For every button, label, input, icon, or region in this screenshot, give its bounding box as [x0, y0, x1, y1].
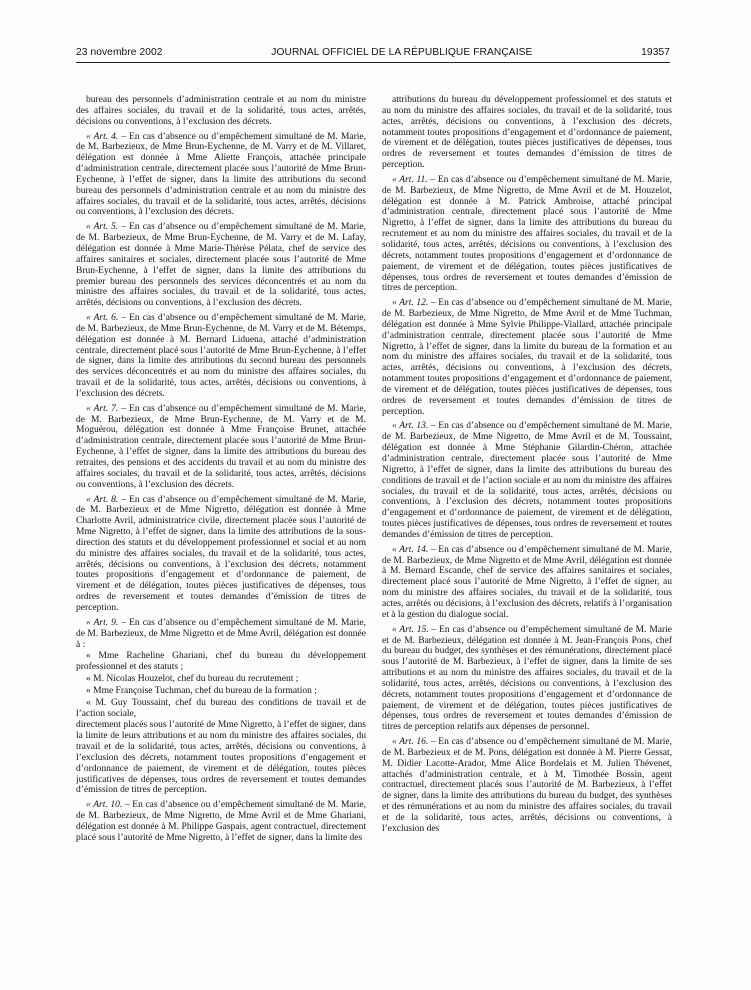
article-paragraph [76, 313, 366, 400]
paragraph-text: – En cas d’absence ou d’empêchement simultané de M. Marie, de M. Barbezieux, de Mme Brun-Eychenne, de M. Varry et de M. Villaret, délégation est donnée à Mme Aliette François, attachée principale d’administration centrale, directement placée sous l’autorité de Mme Brun-Eychenne, à l’effet de signer, dans la limite des attributions du second bureau des personnels d’administration centrale et au nom du ministre des affaires sociales, du travail et de la solidarité, tous actes, arrêtés, décisions ou conventions, à l’exclusion des décrets. [76, 131, 366, 218]
text-paragraph [76, 698, 366, 720]
page-header [76, 47, 670, 58]
article-paragraph [382, 545, 672, 621]
paragraph-text: – En cas d’absence ou d’empêchement simultané de M. Marie et de M. Barbezieux, délégation est donnée à M. Jean-François Pons, chef du bureau du budget, des synthèses et des rémunérations, directement placé sous l’autorité de M. Barbezieux, à l’effet de signer, dans la limite de ses attributions et au nom du ministre des affaires sociales, du travail et de la solidarité, tous actes, arrêtés, décisions ou conventions, à l’exclusion des décrets, notamment toutes propositions d’engagement et d’ordonnance de paiement, de virement et de délégation, toutes pièces justificatives de dépenses, tous ordres de reversement et toutes demandes d’émission de titres de perception relatifs aux dépenses de personnel. [382, 624, 672, 733]
article-number: « Art. 5. [86, 222, 119, 233]
paragraph-text: – En cas d’absence ou d’empêchement simultané de M. Marie, de M. Barbezieux, de Mme Nigretto et de Mme Avril, délégation est donnée à : [76, 617, 366, 650]
article-paragraph [76, 222, 366, 309]
article-paragraph [76, 618, 366, 651]
article-paragraph [382, 625, 672, 733]
paragraph-text: « Mme Françoise Tuchman, chef du bureau de la formation ; [86, 685, 317, 696]
article-number: « Art. 13. [392, 421, 429, 432]
article-paragraph [382, 737, 672, 835]
right-column [382, 95, 672, 980]
paragraph-text: – En cas d’absence ou d’empêchement simultané de M. Marie, de M. Barbezieux et de M. Pons, délégation est donnée à M. Pierre Gessat, M. Didier Lacotte-Arador, Mme Alice Bordelais et M. Julien Thévenet, attachés d’administration centrale, et à M. Timothée Bossin, agent contractuel, directement placés sous l’autorité de M. Barbezieux, à l’effet de signer, dans la limite des attributions du bureau du budget, des synthèses et des rémunérations et au nom du ministre des affaires sociales, du travail et de la solidarité, tous actes, arrêtés, décisions ou conventions, à l’exclusion des [382, 737, 672, 834]
paragraph-text: – En cas d’absence ou d’empêchement simultané de M. Marie, de M. Barbezieux, de Mme Nigretto, de Mme Avril et de Mme Tuchman, délégation est donnée à Mme Sylvie Philippe-Viallard, attachée principale d’administration centrale, directement placée sous l’autorité de Mme Nigretto, à l’effet de signer, dans la limite du bureau de la formation et au nom du ministre des affaires sociales, du travail et de la solidarité, tous actes, arrêtés, décisions ou conventions, à l’exclusion des décrets, notamment toutes propositions d’engagement et d’ordonnance de paiement, de virement et de délégation, toutes pièces justificatives de dépenses, tous ordres de reversement et toutes demandes d’émission de titres de perception. [382, 298, 672, 417]
paragraph-text: – En cas d’absence ou d’empêchement simultané de M. Marie, de M. Barbezieux, de Mme Nigretto, de Mme Avril et de M. Toussaint, délégation est donnée à Mme Stéphanie Gilardin-Chéron, attachée d’administration centrale, directement placée sous l’autorité de Mme Nigretto, à l’effet de signer, dans la limite des attributions du bureau des conditions de travail et de l’action sociale et au nom du ministre des affaires sociales, du travail et de la solidarité, tous actes, arrêtés, décisions ou conventions, à l’exclusion des décrets, notamment toutes propositions d’engagement et d’ordonnance de paiement, de virement et de délégation, toutes pièces justificatives de dépenses, tous ordres de reversement et toutes demandes d’émission de titres de perception. [382, 421, 672, 540]
paragraph-text: – En cas d’absence ou d’empêchement simultané de M. Marie, de M. Barbezieux, de Mme Brun-Eychenne, de M. Varry et de M. Bétemps, délégation est donnée à M. Bernard Liduena, attaché d’administration centrale, directement placé sous l’autorité de Mme Brun-Eychenne, à l’effet de signer, dans la limite des attributions du second bureau des personnels des services déconcentrés et au nom du ministre des affaires sociales, du travail et de la solidarité, tous actes, arrêtés, décisions ou conventions, à l’exclusion des décrets. [76, 313, 366, 399]
article-paragraph [382, 175, 672, 294]
header-rule [76, 62, 670, 63]
article-number: « Art. 8. [86, 494, 119, 505]
text-paragraph [76, 95, 366, 128]
header-title: JOURNAL OFFICIEL DE LA RÉPUBLIQUE FRANÇAISE [271, 47, 533, 58]
paragraph-text: – En cas d’absence ou d’empêchement simultané de M. Marie, de M. Barbezieux, de Mme Nigretto et de Mme Avril, délégation est donnée à M. Bernard Escande, chef de service des affaires sanitaires et sociales, directement placé sous l’autorité de Mme Nigretto, à l’effet de signer, au nom du ministre des affaires sociales, du travail et de la solidarité, tous actes, arrêtés ou décisions, à l’exclusion des décrets, relatifs à l’organisation et à la gestion du dialogue social. [382, 544, 672, 620]
paragraph-text: « M. Guy Toussaint, chef du bureau des conditions de travail et de l’action sociale, [76, 697, 366, 719]
header-date: 23 novembre 2002 [76, 47, 163, 58]
text-paragraph [76, 674, 366, 685]
text-paragraph [382, 95, 672, 171]
text-paragraph [76, 686, 366, 697]
article-number: « Art. 7. [86, 403, 119, 414]
article-number: « Art. 4. [86, 131, 119, 142]
paragraph-text: « M. Nicolas Houzelot, chef du bureau du recrutement ; [86, 674, 299, 685]
article-number: « Art. 10. [86, 800, 123, 811]
paragraph-text: – En cas d’absence ou d’empêchement simultané de M. Marie, de M. Barbezieux, de Mme Nigretto, de Mme Avril et de M. Houzelot, délégation est donnée à M. Patrick Ambroise, attaché principal d’administration centrale, directement placé sous l’autorité de Mme Nigretto, à l’effet de signer, dans la limite des attributions du bureau du recrutement et au nom du ministre des affaires sociales, du travail et de la solidarité, tous actes, arrêtés, décisions ou conventions, à l’exclusion des décrets, notamment toutes propositions d’engagement et d’ordonnance de paiement, de virement et de délégation, toutes pièces justificatives de dépenses, tous ordres de reversement et toutes demandes d’émission de titres de perception. [382, 174, 672, 294]
article-number: « Art. 11. [392, 174, 428, 185]
article-paragraph [382, 421, 672, 540]
article-paragraph [76, 132, 366, 219]
article-number: « Art. 15. [392, 624, 429, 635]
article-number: « Art. 12. [392, 298, 429, 309]
article-number: « Art. 9. [86, 617, 119, 628]
text-paragraph [76, 720, 366, 796]
paragraph-text: « Mme Racheline Ghariani, chef du bureau du développement professionnel et des statuts ; [76, 651, 366, 673]
text-paragraph [76, 651, 366, 673]
header-page-number: 19357 [641, 47, 670, 58]
article-paragraph [76, 495, 366, 614]
paragraph-text: – En cas d’absence ou d’empêchement simultané de M. Marie, de M. Barbezieux, de Mme Brun-Eychenne, de M. Varry et de M. Moguérou, délégation est donnée à Mme Françoise Brunet, attachée d’administration centrale, directement placée sous l’autorité de Mme Brun-Eychenne, à l’effet de signer, dans la limite des attributions du bureau des retraites, des pensions et des accidents du travail et au nom du ministre des affaires sociales, du travail et de la solidarité, tous actes, arrêtés, décisions ou conventions, à l’exclusion des décrets. [76, 403, 366, 490]
article-number: « Art. 6. [86, 313, 119, 324]
article-paragraph [382, 298, 672, 417]
paragraph-text: – En cas d’absence ou d’empêchement simultané de M. Marie, de M. Barbezieux et de Mme Nigretto, délégation est donnée à Mme Charlotte Avril, administratrice civile, directement placée sous l’autorité de Mme Nigretto, à l’effet de signer, dans la limite des attributions de la sous-direction des statuts et du développement professionnel et social et au nom du ministre des affaires sociales, du travail et de la solidarité, tous actes, arrêtés, décisions ou conventions, à l’exclusion des décrets, notamment toutes propositions d’engagement et d’ordonnance de paiement, de virement et de délégation, toutes pièces justificatives de dépenses, tous ordres de reversement et toutes demandes d’émission de titres de perception. [76, 494, 366, 613]
article-number: « Art. 16. [392, 737, 429, 748]
paragraph-text: – En cas d’absence ou d’empêchement simultané de M. Marie, de M. Barbezieux, de Mme Brun-Eychenne, de M. Varry et de M. Lafay, délégation est donnée à Mme Marie-Thérèse Pélata, chef de service des affaires sanitaires et sociales, directement placée sous l’autorité de Mme Brun-Eychenne, à l’effet de signer, dans la limite des attributions du premier bureau des personnels des services déconcentrés et au nom du ministre des affaires sociales, du travail et de la solidarité, tous actes, arrêtés, décisions ou conventions, à l’exclusion des décrets. [76, 222, 366, 309]
paragraph-text: bureau des personnels d’administration centrale et au nom du ministre des affaires sociales, du travail et de la solidarité, tous actes, arrêtés, décisions ou conventions, à l’exclusion des décrets. [76, 95, 366, 127]
article-paragraph [76, 404, 366, 491]
left-column [76, 95, 366, 980]
paragraph-text: directement placés sous l’autorité de Mme Nigretto, à l’effet de signer, dans la limite de leurs attributions et au nom du ministre des affaires sociales, du travail et de la solidarité, tous actes, arrêtés, décisions ou conventions, à l’exclusion des décrets, notamment toutes propositions d’engagement et d’ordonnance de paiement, de virement et de délégation, toutes pièces justificatives de dépenses, tous ordres de reversement et toutes demandes d’émission de titres de perception. [76, 720, 366, 796]
article-paragraph [76, 800, 366, 843]
article-number: « Art. 14. [392, 544, 429, 555]
paragraph-text: attributions du bureau du développement professionnel et des statuts et au nom du ministre des affaires sociales, du travail et de la solidarité, tous actes, arrêtés, décisions ou conventions, à l’exclusion des décrets, notamment toutes propositions d’engagement et d’ordonnance de paiement, de virement et de délégation, toutes pièces justificatives de dépenses, tous ordres de reversement et toutes demandes d’émission de titres de perception. [382, 95, 672, 171]
paragraph-text: – En cas d’absence ou d’empêchement simultané de M. Marie, de M. Barbezieux, de Mme Nigretto, de Mme Avril et de Mme Ghariani, délégation est donnée à M. Philippe Gaspais, agent contractuel, directement placé sous l’autorité de Mme Nigretto, à l’effet de signer, dans la limite des [76, 800, 366, 843]
